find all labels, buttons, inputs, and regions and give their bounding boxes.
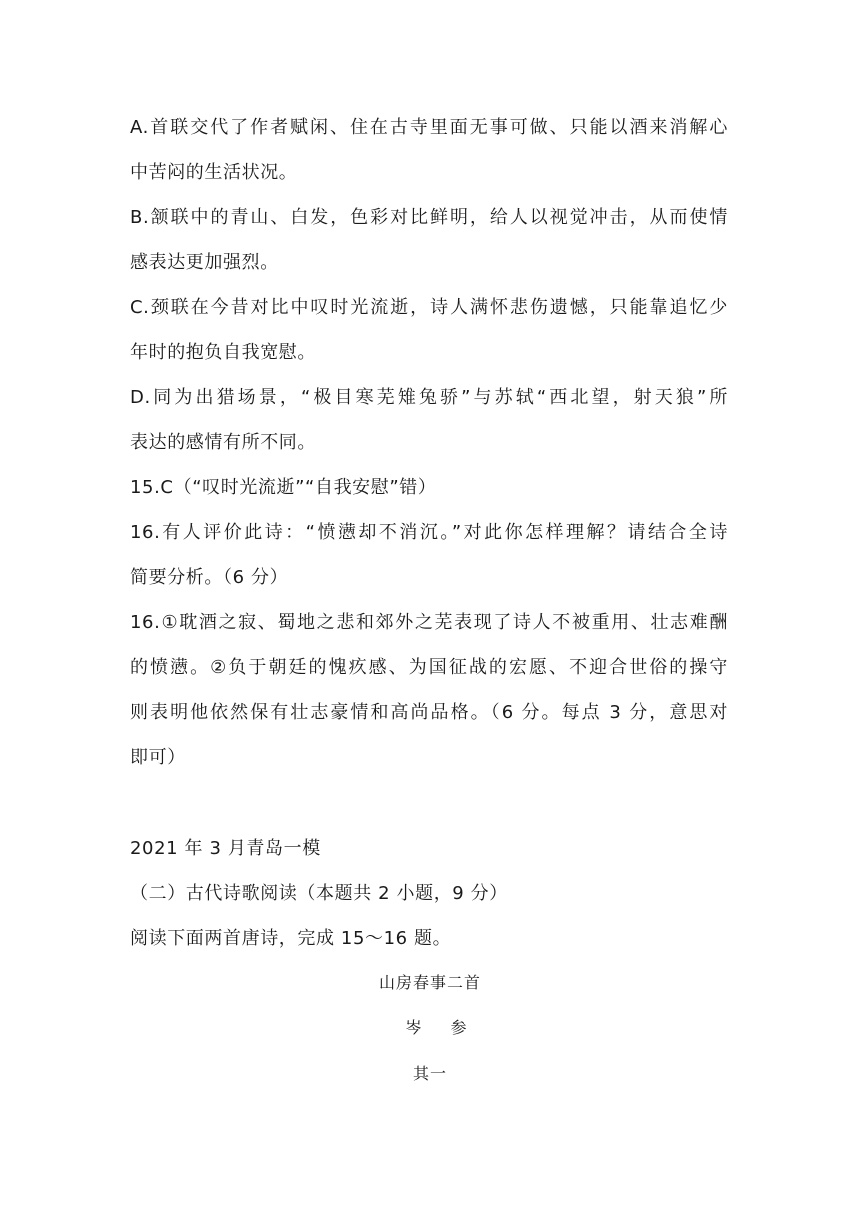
instruction: 阅读下面两首唐诗，完成 15～16 题。 <box>130 928 452 949</box>
poem-title: 山房春事二首 <box>378 973 481 992</box>
q14-option-d-line2: 表达的感情有所不同。 <box>130 432 316 453</box>
poem-author: 岑 参 <box>405 1018 479 1037</box>
q14-option-c-line2: 年时的抱负自我宽慰。 <box>130 342 316 363</box>
poem-part: 其一 <box>412 1064 447 1083</box>
exam-title: 2021 年 3 月青岛一模 <box>130 838 321 859</box>
q14-option-b-line2: 感表达更加强烈。 <box>130 252 279 273</box>
answer-16-line3: 则表明他依然保有壮志豪情和高尚品格。（6 分。每点 3 分，意思对 <box>130 702 728 723</box>
answer-16-line2: 的愤懑。②负于朝廷的愧疚感、为国征战的宏愿、不迎合世俗的操守 <box>130 657 728 678</box>
section-heading: （二）古代诗歌阅读（本题共 2 小题，9 分） <box>130 883 508 904</box>
q14-option-a-line2: 中苦闷的生活状况。 <box>130 162 298 183</box>
q14-option-c-line1: C.颈联在今昔对比中叹时光流逝，诗人满怀悲伤遗憾，只能靠追忆少 <box>130 297 728 318</box>
q16-line1: 16.有人评价此诗：“愤懑却不消沉。”对此你怎样理解？请结合全诗 <box>130 522 728 543</box>
answer-16-line4: 即可） <box>130 747 186 768</box>
q14-option-d-line1: D.同为出猎场景，“极目寒芜雉兔骄”与苏轼“西北望，射天狼”所 <box>130 387 728 408</box>
q14-option-b-line1: B.颔联中的青山、白发，色彩对比鲜明，给人以视觉冲击，从而使情 <box>130 207 728 228</box>
q16-line2: 简要分析。（6 分） <box>130 567 289 588</box>
answer-15: 15.C（“叹时光流逝”“自我安慰”错） <box>130 477 437 498</box>
answer-16-line1: 16.①耽酒之寂、蜀地之悲和郊外之芜表现了诗人不被重用、壮志难酬 <box>130 612 728 633</box>
q14-option-a-line1: A.首联交代了作者赋闲、住在古寺里面无事可做、只能以酒来消解心 <box>130 117 728 138</box>
